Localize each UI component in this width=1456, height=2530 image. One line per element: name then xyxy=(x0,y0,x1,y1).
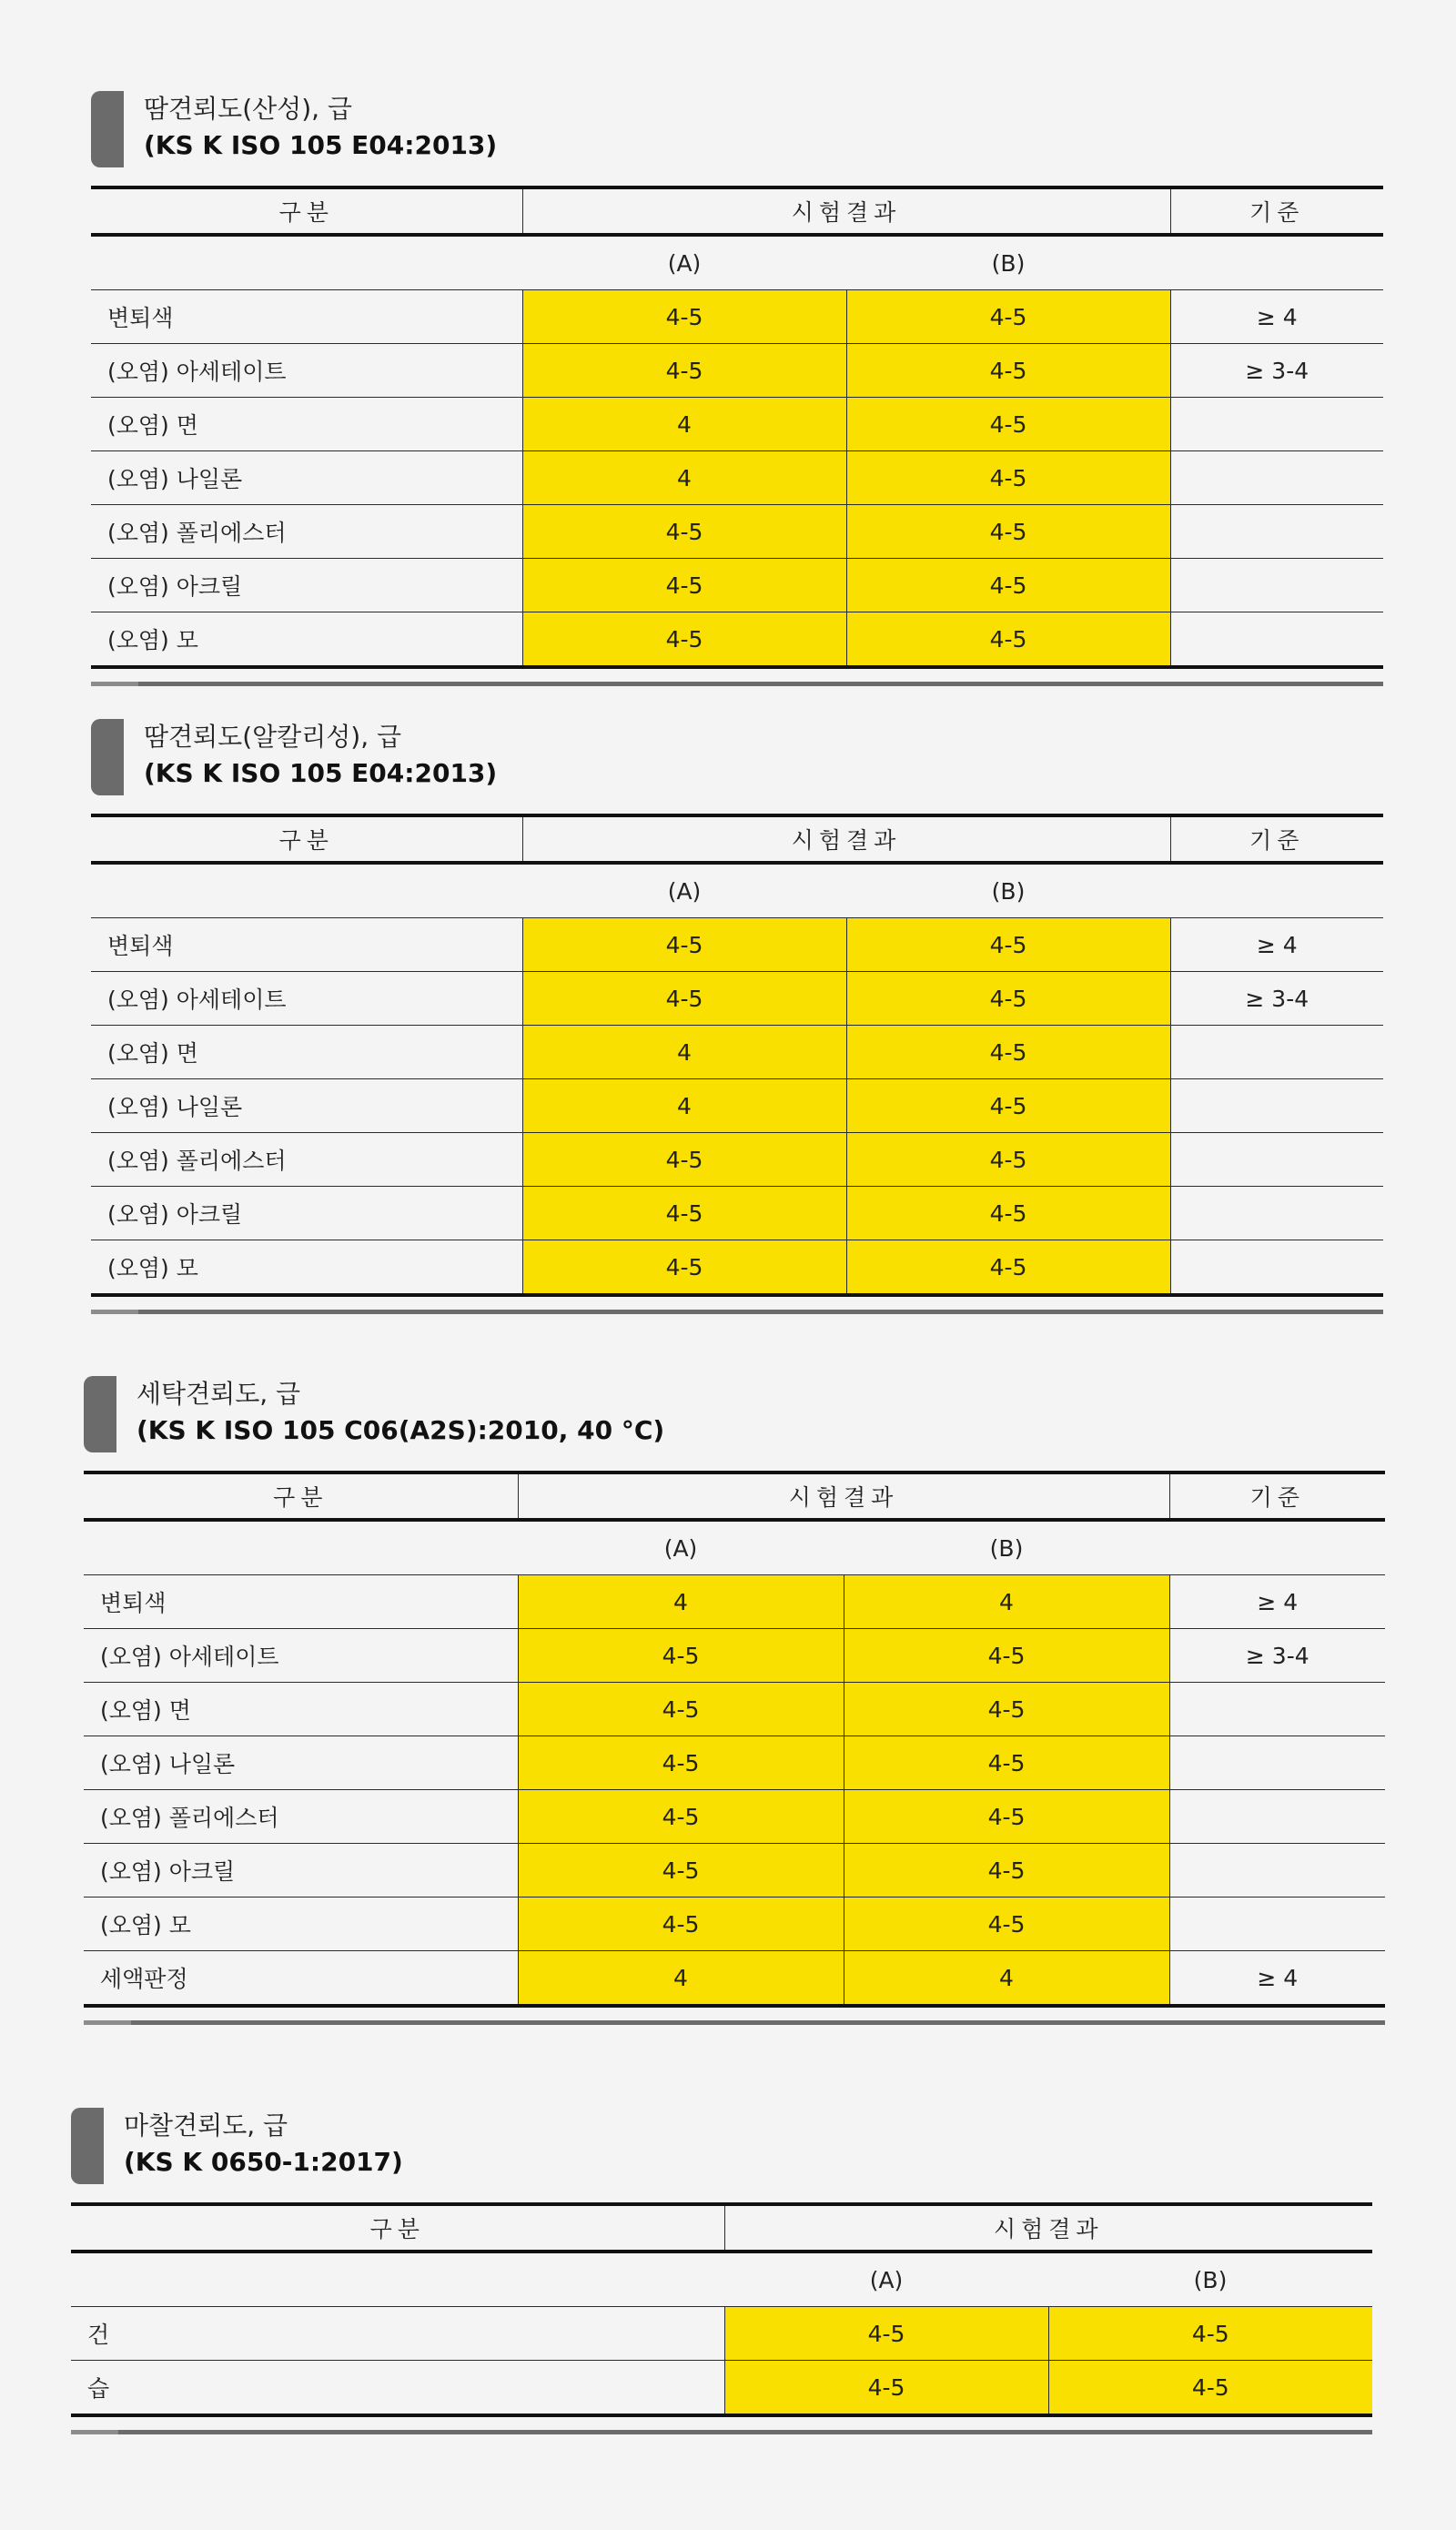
sub-header-row xyxy=(91,863,1383,918)
value-a: 4-5 xyxy=(522,972,846,1026)
row-label: (오염) 모 xyxy=(84,1898,518,1951)
value-b: 4-5 xyxy=(846,505,1170,559)
value-b: 4-5 xyxy=(846,1240,1170,1296)
section-divider xyxy=(91,682,1383,686)
standard-value: ≥ 4 xyxy=(1169,1575,1385,1629)
table-row xyxy=(91,1187,1383,1240)
value-b: 4-5 xyxy=(844,1683,1169,1736)
table-row xyxy=(91,451,1383,505)
row-label: (오염) 아크릴 xyxy=(84,1844,518,1898)
value-b: 4-5 xyxy=(1048,2361,1372,2416)
row-label: 건 xyxy=(71,2307,724,2361)
value-b: 4-5 xyxy=(1048,2307,1372,2361)
value-a: 4-5 xyxy=(522,612,846,668)
row-label: (오염) 폴리에스터 xyxy=(84,1790,518,1844)
value-a: 4-5 xyxy=(522,1240,846,1296)
row-label: 변퇴색 xyxy=(91,290,522,344)
sub-header-row xyxy=(71,2252,1372,2307)
section-heading xyxy=(84,1376,1385,1452)
value-a: 4-5 xyxy=(522,1187,846,1240)
sub-header-a: (A) xyxy=(522,235,846,290)
standard-value xyxy=(1170,1133,1383,1187)
value-a: 4 xyxy=(518,1951,844,2007)
table-row xyxy=(91,1079,1383,1133)
table-row xyxy=(91,918,1383,972)
row-label: 변퇴색 xyxy=(84,1575,518,1629)
table-row xyxy=(84,1736,1385,1790)
sub-header-a: (A) xyxy=(724,2252,1048,2307)
table-row xyxy=(91,559,1383,612)
standard-value xyxy=(1170,559,1383,612)
table-row xyxy=(84,1683,1385,1736)
value-a: 4-5 xyxy=(518,1790,844,1844)
value-b: 4-5 xyxy=(844,1898,1169,1951)
section-standard: (KS K ISO 105 E04:2013) xyxy=(144,758,498,788)
standard-value xyxy=(1169,1844,1385,1898)
col-header-result: 시험결과 xyxy=(522,187,1170,235)
row-label: 변퇴색 xyxy=(91,918,522,972)
row-label: (오염) 아세테이트 xyxy=(91,344,522,398)
row-label: (오염) 모 xyxy=(91,1240,522,1296)
col-header-label: 구분 xyxy=(84,1472,518,1520)
col-header-standard: 기준 xyxy=(1170,815,1383,863)
section-standard: (KS K ISO 105 C06(A2S):2010, 40 °C) xyxy=(136,1415,665,1445)
heading-marker xyxy=(91,91,124,167)
standard-value xyxy=(1170,1240,1383,1296)
value-a: 4-5 xyxy=(518,1844,844,1898)
section-washing xyxy=(84,1376,1385,2025)
value-b: 4-5 xyxy=(844,1790,1169,1844)
value-a: 4-5 xyxy=(522,559,846,612)
col-header-standard: 기준 xyxy=(1169,1472,1385,1520)
sub-header-row xyxy=(91,235,1383,290)
row-label: 세액판정 xyxy=(84,1951,518,2007)
section-heading xyxy=(91,91,1383,167)
value-b: 4-5 xyxy=(846,1079,1170,1133)
row-label: (오염) 폴리에스터 xyxy=(91,505,522,559)
section-perspiration-alkaline xyxy=(91,719,1383,1314)
sub-header-a: (A) xyxy=(522,863,846,918)
value-a: 4-5 xyxy=(518,1898,844,1951)
results-table xyxy=(91,186,1383,669)
row-label: (오염) 아크릴 xyxy=(91,1187,522,1240)
standard-value: ≥ 4 xyxy=(1170,290,1383,344)
value-b: 4-5 xyxy=(846,1133,1170,1187)
section-divider xyxy=(84,2020,1385,2025)
heading-marker xyxy=(71,2108,104,2184)
section-divider xyxy=(71,2430,1372,2434)
value-b: 4-5 xyxy=(846,290,1170,344)
value-b: 4-5 xyxy=(846,1187,1170,1240)
value-b: 4 xyxy=(844,1575,1169,1629)
standard-value xyxy=(1170,505,1383,559)
heading-marker xyxy=(91,719,124,795)
row-label: (오염) 면 xyxy=(91,1026,522,1079)
standard-value xyxy=(1170,398,1383,451)
value-a: 4-5 xyxy=(518,1683,844,1736)
value-b: 4-5 xyxy=(844,1629,1169,1683)
standard-value xyxy=(1170,451,1383,505)
value-a: 4-5 xyxy=(522,1133,846,1187)
section-title: 땀견뢰도(알칼리성), 급 xyxy=(144,722,402,752)
sub-header-a: (A) xyxy=(518,1520,844,1575)
standard-value xyxy=(1169,1898,1385,1951)
section-perspiration-acid xyxy=(91,91,1383,686)
results-table xyxy=(91,814,1383,1297)
value-b: 4-5 xyxy=(844,1844,1169,1898)
standard-value: ≥ 4 xyxy=(1170,918,1383,972)
value-a: 4-5 xyxy=(724,2307,1048,2361)
table-row xyxy=(71,2307,1372,2361)
table-row xyxy=(91,344,1383,398)
table-row xyxy=(91,972,1383,1026)
value-b: 4-5 xyxy=(846,918,1170,972)
table-row xyxy=(84,1575,1385,1629)
section-divider xyxy=(91,1310,1383,1314)
section-standard: (KS K ISO 105 E04:2013) xyxy=(144,130,498,160)
standard-value xyxy=(1169,1736,1385,1790)
sub-header-b: (B) xyxy=(844,1520,1169,1575)
results-table xyxy=(71,2202,1372,2417)
standard-value xyxy=(1169,1683,1385,1736)
value-a: 4-5 xyxy=(518,1629,844,1683)
row-label: 습 xyxy=(71,2361,724,2416)
row-label: (오염) 폴리에스터 xyxy=(91,1133,522,1187)
value-b: 4-5 xyxy=(846,451,1170,505)
table-row xyxy=(71,2361,1372,2416)
value-b: 4-5 xyxy=(846,612,1170,668)
value-b: 4-5 xyxy=(846,1026,1170,1079)
table-row xyxy=(91,1240,1383,1296)
col-header-result: 시험결과 xyxy=(522,815,1170,863)
value-b: 4-5 xyxy=(846,559,1170,612)
sub-header-b: (B) xyxy=(846,863,1170,918)
table-row xyxy=(91,505,1383,559)
value-a: 4-5 xyxy=(522,505,846,559)
table-row xyxy=(84,1790,1385,1844)
table-row xyxy=(84,1844,1385,1898)
value-b: 4 xyxy=(844,1951,1169,2007)
row-label: (오염) 나일론 xyxy=(91,1079,522,1133)
table-row xyxy=(84,1951,1385,2007)
value-a: 4 xyxy=(522,451,846,505)
value-b: 4-5 xyxy=(846,972,1170,1026)
sub-header-b: (B) xyxy=(1048,2252,1372,2307)
section-title: 마찰견뢰도, 급 xyxy=(124,2110,288,2140)
row-label: (오염) 면 xyxy=(84,1683,518,1736)
standard-value: ≥ 3-4 xyxy=(1169,1629,1385,1683)
value-a: 4-5 xyxy=(522,344,846,398)
value-a: 4 xyxy=(522,1079,846,1133)
table-row xyxy=(84,1898,1385,1951)
table-row xyxy=(84,1629,1385,1683)
row-label: (오염) 모 xyxy=(91,612,522,668)
row-label: (오염) 아세테이트 xyxy=(84,1629,518,1683)
section-title: 세탁견뢰도, 급 xyxy=(136,1379,301,1409)
standard-value: ≥ 4 xyxy=(1169,1951,1385,2007)
table-row xyxy=(91,290,1383,344)
col-header-label: 구분 xyxy=(91,187,522,235)
standard-value xyxy=(1169,1790,1385,1844)
col-header-result: 시험결과 xyxy=(724,2204,1372,2252)
section-rubbing xyxy=(71,2108,1372,2434)
row-label: (오염) 아세테이트 xyxy=(91,972,522,1026)
row-label: (오염) 면 xyxy=(91,398,522,451)
row-label: (오염) 아크릴 xyxy=(91,559,522,612)
section-title: 땀견뢰도(산성), 급 xyxy=(144,94,352,124)
col-header-label: 구분 xyxy=(71,2204,724,2252)
value-b: 4-5 xyxy=(844,1736,1169,1790)
value-a: 4-5 xyxy=(724,2361,1048,2416)
value-b: 4-5 xyxy=(846,344,1170,398)
table-row xyxy=(91,612,1383,668)
standard-value xyxy=(1170,1187,1383,1240)
standard-value: ≥ 3-4 xyxy=(1170,972,1383,1026)
value-a: 4-5 xyxy=(518,1736,844,1790)
value-a: 4 xyxy=(522,398,846,451)
standard-value xyxy=(1170,1026,1383,1079)
table-row xyxy=(91,398,1383,451)
table-row xyxy=(91,1133,1383,1187)
sub-header-b: (B) xyxy=(846,235,1170,290)
standard-value xyxy=(1170,1079,1383,1133)
standard-value xyxy=(1170,612,1383,668)
standard-value: ≥ 3-4 xyxy=(1170,344,1383,398)
col-header-standard: 기준 xyxy=(1170,187,1383,235)
sub-header-row xyxy=(84,1520,1385,1575)
table-row xyxy=(91,1026,1383,1079)
section-heading xyxy=(91,719,1383,795)
heading-marker xyxy=(84,1376,116,1452)
value-a: 4-5 xyxy=(522,918,846,972)
section-standard: (KS K 0650-1:2017) xyxy=(124,2147,403,2177)
value-a: 4 xyxy=(518,1575,844,1629)
value-a: 4-5 xyxy=(522,290,846,344)
row-label: (오염) 나일론 xyxy=(91,451,522,505)
section-heading xyxy=(71,2108,1372,2184)
col-header-result: 시험결과 xyxy=(518,1472,1169,1520)
value-a: 4 xyxy=(522,1026,846,1079)
value-b: 4-5 xyxy=(846,398,1170,451)
row-label: (오염) 나일론 xyxy=(84,1736,518,1790)
col-header-label: 구분 xyxy=(91,815,522,863)
results-table xyxy=(84,1471,1385,2008)
